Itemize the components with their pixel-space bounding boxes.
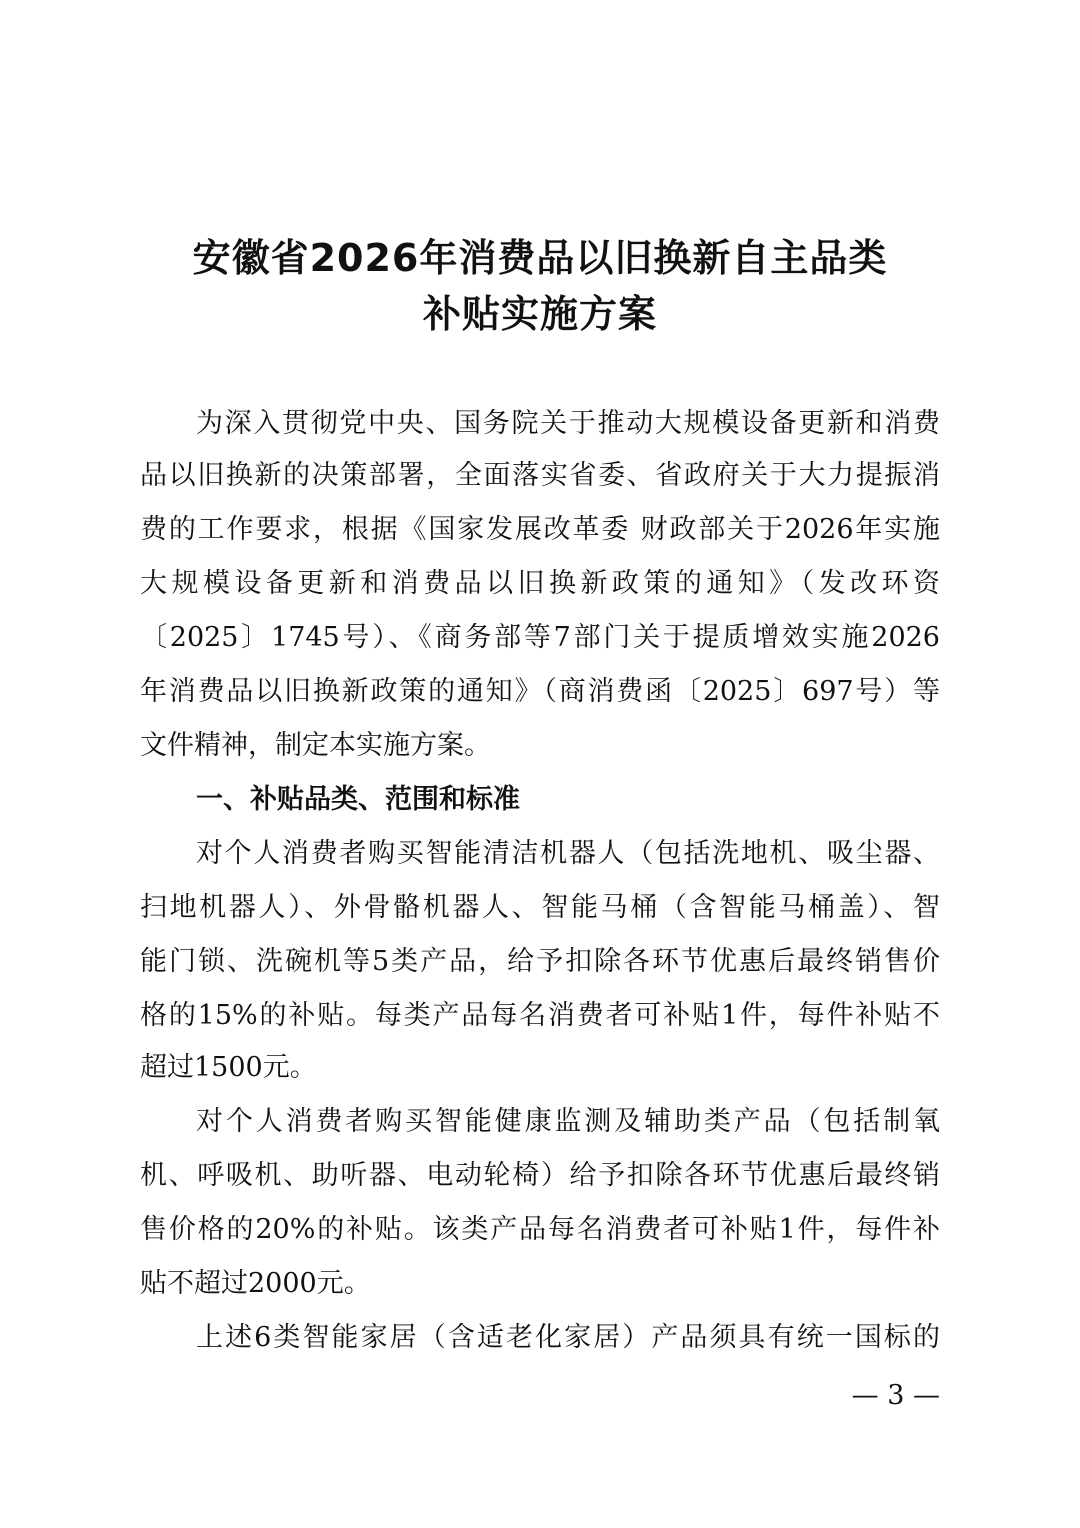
paragraph-2-line-4: 格的15%的补贴。每类产品每名消费者可补贴1件，每件补贴不 (140, 1000, 940, 1031)
paragraph-2-line-1: 对个人消费者购买智能清洁机器人（包括洗地机、吸尘器、 (196, 838, 940, 869)
paragraph-1-line-6: 年消费品以旧换新政策的通知》（商消费函〔2025〕697号）等 (140, 676, 940, 707)
paragraph-1-line-2: 品以旧换新的决策部署，全面落实省委、省政府关于大力提振消 (140, 460, 940, 491)
paragraph-3-line-3: 售价格的20%的补贴。该类产品每名消费者可补贴1件，每件补 (140, 1214, 940, 1245)
paragraph-1-line-7: 文件精神，制定本实施方案。 (140, 730, 491, 761)
paragraph-1-line-4: 大规模设备更新和消费品以旧换新政策的通知》（发改环资 (140, 568, 940, 599)
paragraph-3-line-4: 贴不超过2000元。 (140, 1268, 371, 1299)
paragraph-4-line-1: 上述6类智能家居（含适老化家居）产品须具有统一国标的 (196, 1322, 940, 1353)
paragraph-1-line-5: 〔2025〕1745号）、《商务部等7部门关于提质增效实施2026 (140, 622, 940, 653)
paragraph-2-line-3: 能门锁、洗碗机等5类产品，给予扣除各环节优惠后最终销售价 (140, 946, 940, 977)
paragraph-3-line-2: 机、呼吸机、助听器、电动轮椅）给予扣除各环节优惠后最终销 (140, 1160, 940, 1191)
paragraph-2-line-2: 扫地机器人）、外骨骼机器人、智能马桶（含智能马桶盖）、智 (140, 892, 940, 923)
paragraph-1-line-1: 为深入贯彻党中央、国务院关于推动大规模设备更新和消费 (196, 408, 940, 439)
document-title-line-2: 补贴实施方案 (422, 292, 657, 336)
document-title-line-1: 安徽省2026年消费品以旧换新自主品类 (192, 236, 888, 280)
paragraph-2-line-5: 超过1500元。 (140, 1052, 317, 1083)
paragraph-1-line-3: 费的工作要求，根据《国家发展改革委 财政部关于2026年实施 (140, 514, 940, 545)
page-number: — 3 — (851, 1380, 940, 1411)
paragraph-3-line-1: 对个人消费者购买智能健康监测及辅助类产品（包括制氧 (196, 1106, 940, 1137)
section-heading-1: 一、补贴品类、范围和标准 (196, 784, 520, 815)
